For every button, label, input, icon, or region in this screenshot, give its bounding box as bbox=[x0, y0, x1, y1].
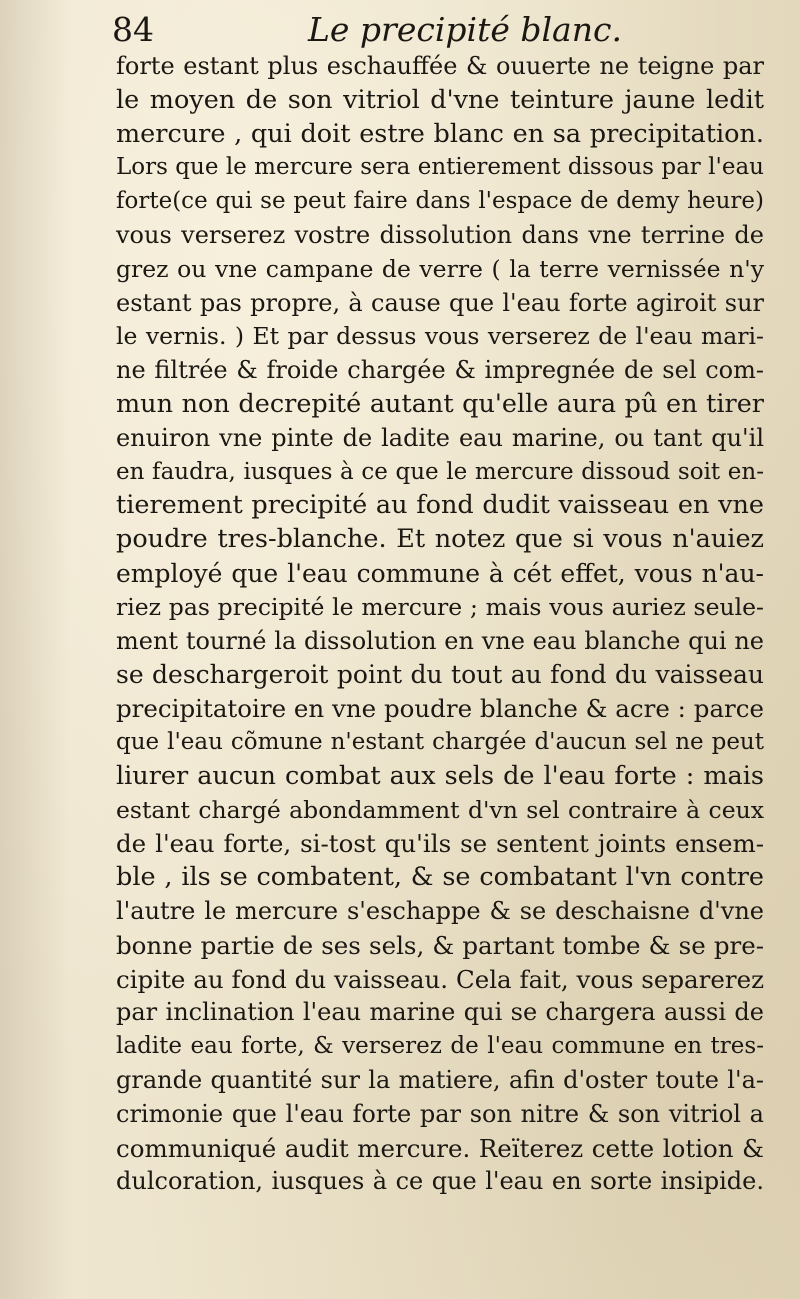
text-line: precipitatoire en vne poudre blanche & acre : parce bbox=[116, 694, 764, 724]
text-line: bonne partie de ses sels, & partant tombe & se pre- bbox=[116, 930, 764, 960]
text-line: mercure , qui doit estre blanc en sa precipitation. bbox=[116, 118, 764, 149]
page-header bbox=[112, 8, 792, 54]
text-line: forte estant plus eschauffée & ouuerte ne teigne par bbox=[116, 52, 764, 80]
text-line: ladite eau forte, & verserez de l'eau commune en tres- bbox=[116, 1033, 764, 1060]
text-line: ble , ils se combatent, & se combatant l'vn contre bbox=[116, 862, 764, 893]
text-line: communiqué audit mercure. Reïterez cette lotion & bbox=[116, 1133, 764, 1163]
text-line: de l'eau forte, si-tost qu'ils se sentent joints ensem- bbox=[116, 829, 764, 859]
text-line: vous verserez vostre dissolution dans vne terrine de bbox=[116, 220, 764, 249]
page-number: 84 bbox=[112, 10, 154, 49]
text-line: en faudra, iusques à ce que le mercure dissoud soit en- bbox=[116, 458, 764, 485]
text-line: poudre tres-blanche. Et notez que si vous n'auiez bbox=[116, 524, 764, 555]
text-line: le vernis. ) Et par dessus vous verserez de l'eau mari- bbox=[116, 322, 764, 351]
text-line: employé que l'eau commune à cét effet, vous n'au- bbox=[116, 558, 764, 588]
text-line: par inclination l'eau marine qui se chargera aussi de bbox=[116, 998, 764, 1027]
text-line: ne filtrée & froide chargée & impregnée de sel com- bbox=[116, 356, 764, 385]
running-title: Le precipité blanc. bbox=[308, 10, 622, 49]
text-line: Lors que le mercure sera entierement dissous par l'eau bbox=[116, 154, 764, 181]
text-line: forte(ce qui se peut faire dans l'espace de demy heure) bbox=[116, 188, 764, 215]
text-line: dulcoration, iusques à ce que l'eau en sorte insipide. bbox=[116, 1167, 764, 1196]
text-line: grande quantité sur la matiere, afin d'oster toute l'a- bbox=[116, 1065, 764, 1094]
text-line: cipite au fond du vaisseau. Cela fait, vous separerez bbox=[116, 964, 764, 994]
text-line: liurer aucun combat aux sels de l'eau forte : mais bbox=[116, 760, 764, 791]
text-line: ment tourné la dissolution en vne eau blanche qui ne bbox=[116, 626, 764, 655]
text-line: que l'eau cõmune n'estant chargée d'aucun sel ne peut bbox=[116, 728, 764, 755]
text-line: crimonie que l'eau forte par son nitre & son vitriol a bbox=[116, 1099, 764, 1128]
body-text bbox=[116, 50, 764, 1199]
text-line: mun non decrepité autant qu'elle aura pû en tirer bbox=[116, 388, 764, 419]
text-line: enuiron vne pinte de ladite eau marine, ou tant qu'il bbox=[116, 423, 764, 452]
text-line: estant chargé abondamment d'vn sel contraire à ceux bbox=[116, 795, 764, 824]
text-line: l'autre le mercure s'eschappe & se deschaisne d'vne bbox=[116, 896, 764, 925]
text-line: estant pas propre, à cause que l'eau forte agiroit sur bbox=[116, 288, 764, 317]
text-line: riez pas precipité le mercure ; mais vous auriez seule- bbox=[116, 592, 764, 621]
text-line: se deschargeroit point du tout au fond du vaisseau bbox=[116, 660, 764, 690]
gutter-shadow bbox=[0, 0, 70, 1299]
text-line: tierement precipité au fond dudit vaisseau en vne bbox=[116, 490, 764, 521]
text-line: grez ou vne campane de verre ( la terre vernissée n'y bbox=[116, 254, 764, 283]
text-line: le moyen de son vitriol d'vne teinture jaune ledit bbox=[116, 84, 764, 115]
